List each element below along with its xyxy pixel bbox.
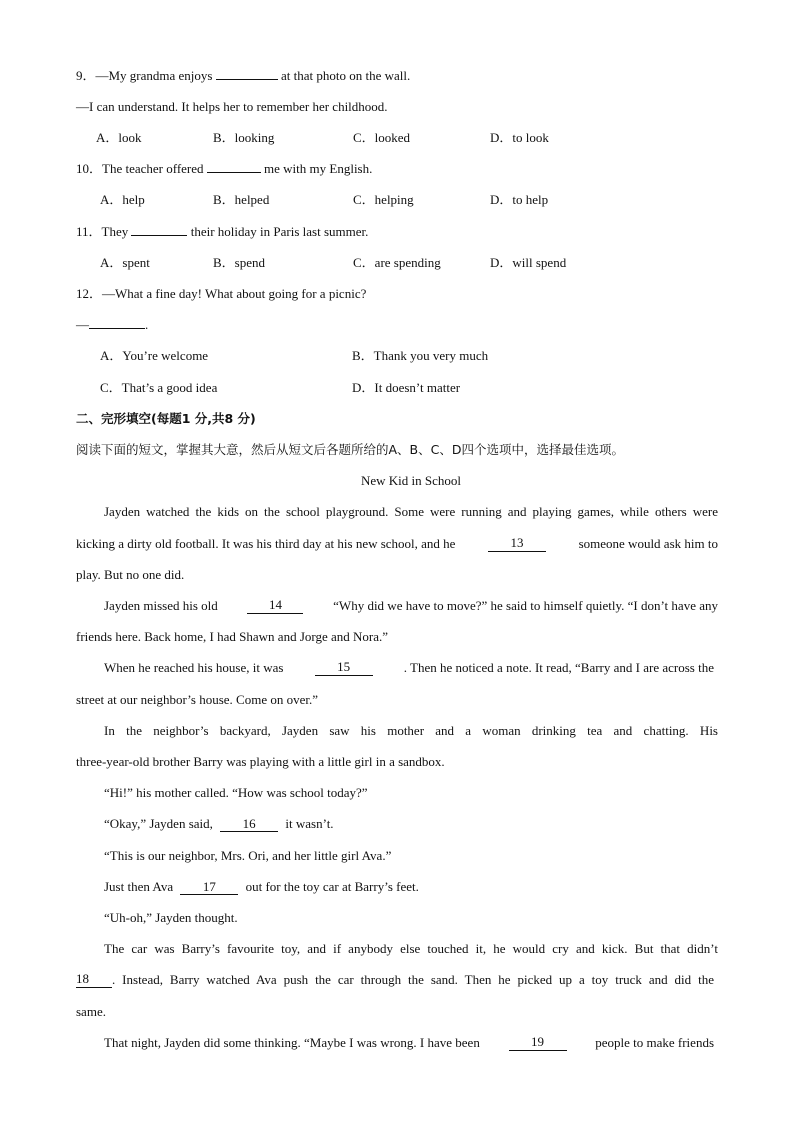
question-10-option-c[interactable]: C．helping [353, 192, 414, 207]
question-12-answer-line [76, 317, 148, 333]
question-12-option-b[interactable]: B．Thank you very much [352, 348, 489, 363]
question-10-blank [207, 172, 261, 173]
passage-p8-post: out for the toy car at Barry’s feet. [245, 879, 419, 894]
passage-p1-line2-post: someone would ask him to [578, 536, 718, 551]
passage-p8 [104, 879, 419, 895]
question-9-option-b[interactable]: B．looking [213, 130, 275, 145]
passage-p8-pre: Just then Ava [104, 879, 174, 894]
blank-15: 15 [315, 660, 373, 676]
question-11-option-d[interactable]: D．will spend [490, 255, 567, 270]
blank-17: 17 [180, 880, 238, 895]
question-12-option-c[interactable]: C．That’s a good idea [100, 380, 218, 395]
question-11-stem [76, 224, 368, 240]
question-10-option-d[interactable]: D．to help [490, 192, 549, 207]
passage-p11-line1 [104, 1035, 714, 1051]
passage-p10-line3: same. [76, 1004, 106, 1019]
question-11-prefix: 11．They [76, 224, 132, 239]
passage-p1-line2 [76, 536, 718, 552]
passage-p6 [104, 816, 334, 832]
question-9-blank [216, 79, 278, 80]
passage-p9: “Uh-oh,” Jayden thought. [104, 910, 238, 925]
passage-p2-line1-post: “Why did we have to move?” he said to himself quietly. “I don’t have any [333, 598, 718, 613]
question-11-option-b[interactable]: B．spend [213, 255, 266, 270]
question-11-blank [131, 235, 187, 236]
question-12-dash: — [76, 317, 89, 332]
question-10-stem [76, 161, 372, 177]
question-12-option-a[interactable]: A．You’re welcome [100, 348, 209, 363]
question-12-option-d[interactable]: D．It doesn’t matter [352, 380, 461, 395]
passage-title: New Kid in School [360, 473, 462, 488]
question-12-blank [89, 328, 145, 329]
passage-p7: “This is our neighbor, Mrs. Ori, and her little girl Ava.” [104, 848, 392, 863]
question-10-suffix: me with my English. [260, 161, 373, 176]
passage-p3-line1-post: . Then he noticed a note. It read, “Barry and I are across the [403, 660, 714, 675]
passage-p2-line1-pre: Jayden missed his old [104, 598, 218, 613]
question-11-option-a[interactable]: A．spent [100, 255, 150, 270]
blank-19: 19 [509, 1035, 567, 1051]
passage-p10-line2-post: . Instead, Barry watched Ava push the car through the sand. Then he picked up a toy truck and did the [112, 972, 714, 987]
passage-p6-pre: “Okay,” Jayden said, [104, 816, 213, 831]
question-9-reply: —I can understand. It helps her to remember her childhood. [76, 99, 388, 114]
passage-p11-line1-post: people to make friends [595, 1035, 714, 1050]
passage-p1-line2-pre: kicking a dirty old football. It was his third day at his new school, and he [76, 536, 456, 551]
passage-p3-line1-pre: When he reached his house, it was [104, 660, 284, 675]
passage-p5: “Hi!” his mother called. “How was school today?” [104, 785, 368, 800]
section-heading: 二、完形填空(每题1 分,共8 分) [76, 411, 256, 426]
passage-p11-line1-pre: That night, Jayden did some thinking. “Maybe I was wrong. I have been [104, 1035, 480, 1050]
blank-18: 18 [76, 972, 112, 988]
passage-p10-line2 [76, 972, 714, 988]
question-12-stem: 12．—What a fine day! What about going for a picnic? [76, 286, 367, 301]
question-11-option-c[interactable]: C．are spending [353, 255, 441, 270]
passage-p1-line1: Jayden watched the kids on the school playground. Some were running and playing games, while others were [104, 504, 718, 519]
question-9-option-c[interactable]: C．looked [353, 130, 411, 145]
question-9-prefix: 9．—My grandma enjoys [76, 68, 216, 83]
question-9-option-d[interactable]: D．to look [490, 130, 549, 145]
question-10-prefix: 10．The teacher offered [76, 161, 207, 176]
passage-p3-line1 [104, 660, 714, 676]
passage-p3-line2: street at our neighbor’s house. Come on over.” [76, 692, 319, 707]
blank-16: 16 [220, 817, 278, 832]
question-9-suffix: at that photo on the wall. [277, 68, 411, 83]
question-9-stem [76, 68, 410, 84]
passage-p4-line1: In the neighbor’s backyard, Jayden saw his mother and a woman drinking tea and chatting. His [104, 723, 718, 738]
question-10-option-b[interactable]: B．helped [213, 192, 270, 207]
passage-p6-post: it wasn’t. [285, 816, 334, 831]
question-11-suffix: their holiday in Paris last summer. [187, 224, 369, 239]
question-12-period: . [145, 317, 149, 332]
passage-p2-line1 [104, 598, 718, 614]
blank-13: 13 [488, 536, 546, 552]
passage-p1-line3: play. But no one did. [76, 567, 185, 582]
question-10-option-a[interactable]: A．help [100, 192, 145, 207]
passage-p4-line2: three-year-old brother Barry was playing with a little girl in a sandbox. [76, 754, 445, 769]
question-9-option-a[interactable]: A．look [96, 130, 142, 145]
passage-p10-line1: The car was Barry’s favourite toy, and if anybody else touched it, he would cry and kick. But that didn’t [104, 941, 718, 956]
blank-14: 14 [247, 598, 303, 614]
passage-p2-line2: friends here. Back home, I had Shawn and Jorge and Nora.” [76, 629, 389, 644]
section-instruction: 阅读下面的短文，掌握其大意，然后从短文后各题所给的A、B、C、D四个选项中，选择最佳选项。 [76, 442, 624, 457]
